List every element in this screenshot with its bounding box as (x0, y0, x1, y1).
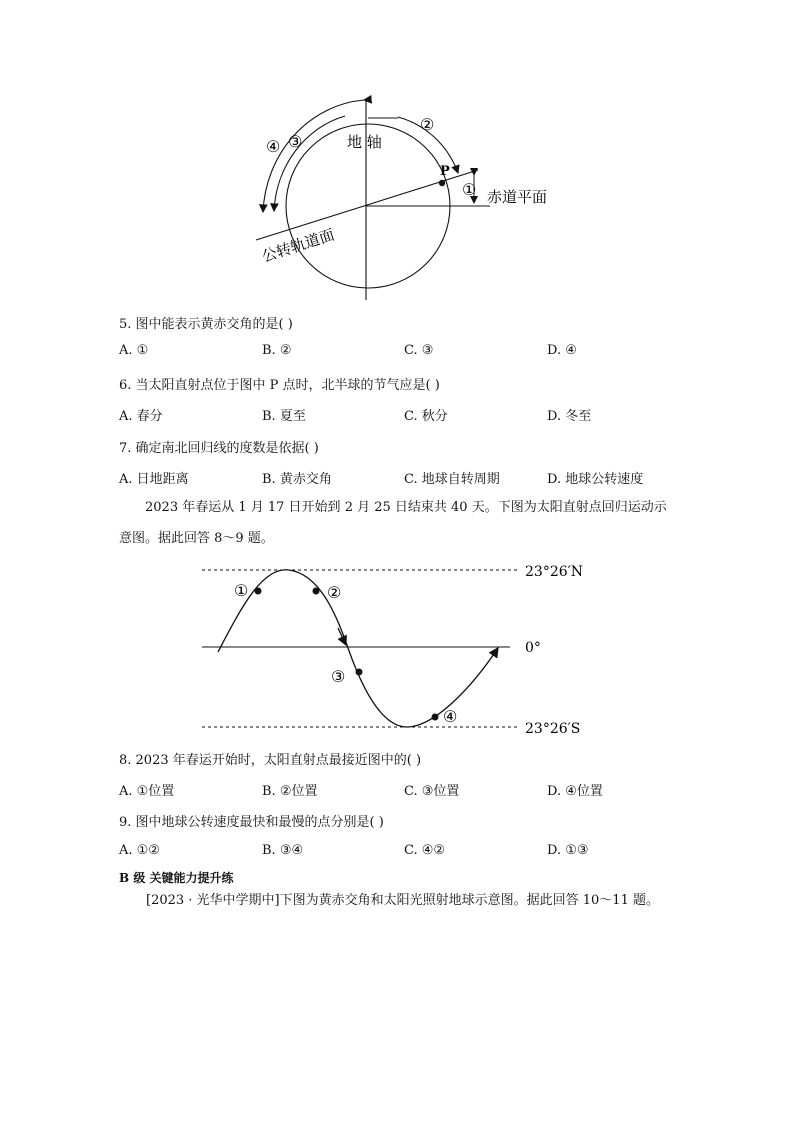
point-2-dot (313, 588, 320, 595)
q5-option-a[interactable]: A. ① (119, 343, 149, 358)
q7-option-b[interactable]: B. 黄赤交角 (262, 472, 332, 487)
question-9-stem: 9. 图中地球公转速度最快和最慢的点分别是( ) (119, 815, 384, 830)
intro-paragraph-10-11 (146, 885, 686, 916)
mark-4: ④ (266, 137, 281, 156)
mark-4: ④ (443, 707, 458, 726)
question-8-stem: 8. 2023 年春运开始时，太阳直射点最接近图中的( ) (119, 753, 422, 768)
q6-option-d[interactable]: D. 冬至 (547, 409, 592, 424)
question-5-stem: 5. 图中能表示黄赤交角的是( ) (119, 317, 293, 332)
label-p: P (440, 164, 450, 179)
mark-2: ② (327, 583, 342, 602)
q5-option-d[interactable]: D. ④ (547, 343, 577, 358)
label-equator: 0° (525, 640, 541, 656)
point-p-dot (439, 180, 445, 186)
q9-option-c[interactable]: C. ④② (404, 843, 446, 858)
intro-8-9-text: 2023 年春运从 1 月 17 日开始到 2 月 25 日结束共 40 天。下图为太阳直射点回归运动示意图。据此回答 8～9 题。 (119, 500, 667, 546)
q7-option-c[interactable]: C. 地球自转周期 (404, 472, 500, 487)
intro-10-11-text: [2023 · 光华中学期中]下图为黄赤交角和太阳光照射地球示意图。据此回答 10～11 题。 (146, 893, 659, 908)
mark-3: ③ (331, 667, 346, 686)
q5-option-b[interactable]: B. ② (262, 343, 292, 358)
q9-option-b[interactable]: B. ③④ (262, 843, 304, 858)
label-equator-plane: 赤道平面 (487, 188, 548, 206)
q7-option-d[interactable]: D. 地球公转速度 (547, 472, 644, 487)
figure-obliquity-diagram (250, 95, 570, 305)
question-7-stem: 7. 确定南北回归线的度数是依据( ) (119, 441, 319, 456)
point-4-dot (432, 714, 439, 721)
q8-option-c[interactable]: C. ③位置 (404, 784, 460, 799)
orbit-plane-line (256, 170, 478, 240)
mark-2: ② (420, 115, 435, 134)
q6-option-b[interactable]: B. 夏至 (262, 409, 306, 424)
q6-option-a[interactable]: A. 春分 (119, 409, 163, 424)
intro-paragraph-8-9 (119, 492, 679, 554)
question-6-stem: 6. 当太阳直射点位于图中 P 点时，北半球的节气应是( ) (119, 378, 440, 393)
q8-option-d[interactable]: D. ④位置 (547, 784, 603, 799)
mark-1: ① (462, 180, 477, 199)
label-tropic-south: 23°26′S (525, 721, 581, 737)
label-earth-axis: 地 轴 (347, 133, 382, 151)
q7-option-a[interactable]: A. 日地距离 (119, 472, 189, 487)
q9-option-d[interactable]: D. ①③ (547, 843, 589, 858)
section-b-heading: B 级 关键能力提升练 (119, 871, 234, 885)
label-tropic-north: 23°26′N (525, 564, 584, 580)
mark-3: ③ (288, 132, 303, 151)
arc-3 (274, 116, 345, 211)
point-1-dot (255, 588, 262, 595)
arc-4 (263, 100, 364, 212)
q9-option-a[interactable]: A. ①② (119, 843, 160, 858)
q8-option-b[interactable]: B. ②位置 (262, 784, 318, 799)
q6-option-c[interactable]: C. 秋分 (404, 409, 448, 424)
q8-option-a[interactable]: A. ①位置 (119, 784, 175, 799)
mark-1: ① (234, 581, 249, 600)
point-3-dot (356, 669, 363, 676)
figure-subsolar-migration (195, 558, 595, 743)
q5-option-c[interactable]: C. ③ (404, 343, 434, 358)
label-orbit-plane: 公转轨道面 (259, 225, 337, 266)
